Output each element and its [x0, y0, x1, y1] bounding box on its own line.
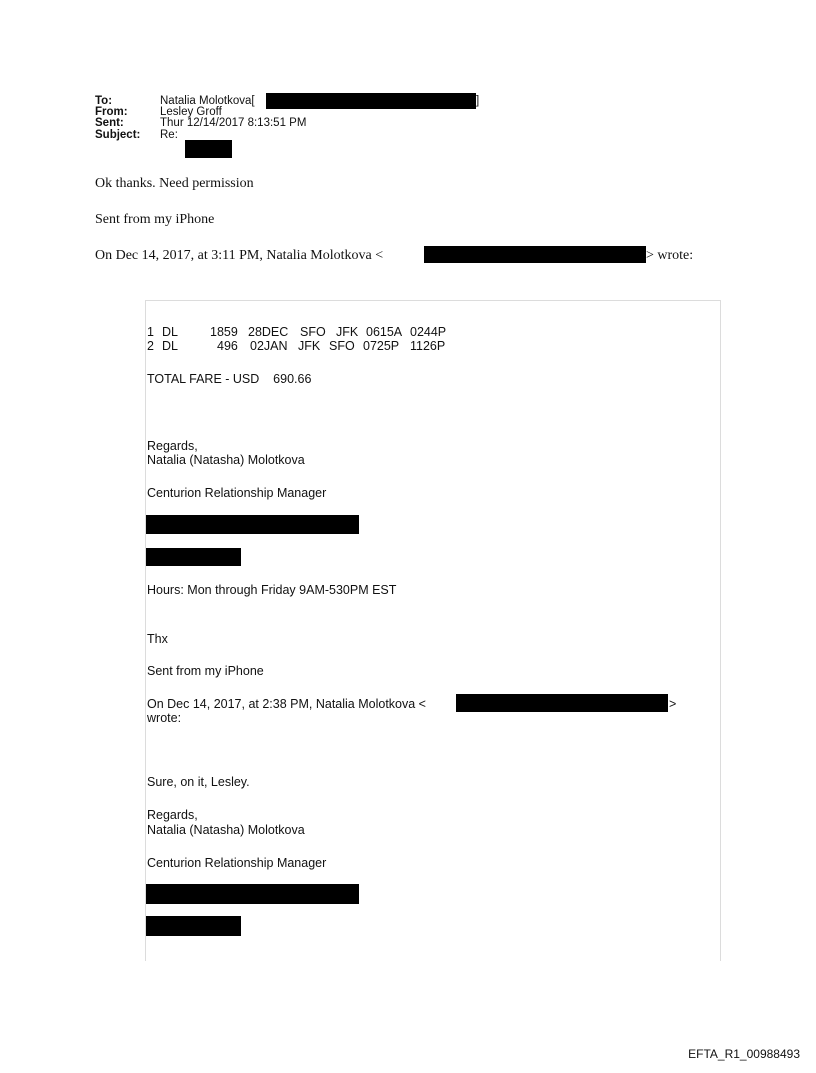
body-message: Ok thanks. Need permission	[95, 176, 254, 191]
segment-arrival: 1126P	[410, 339, 446, 353]
sent-value: Thur 12/14/2017 8:13:51 PM	[160, 117, 307, 129]
redaction-bar	[146, 916, 241, 936]
segment-number: 1	[147, 325, 154, 339]
segment-number: 2	[147, 339, 154, 353]
segment-origin: JFK	[298, 339, 321, 353]
to-close-bracket: ]	[476, 95, 480, 107]
redaction-bar	[146, 515, 359, 534]
segment-departure: 0615A	[366, 325, 403, 339]
segment-flight: 496	[217, 339, 238, 353]
quote-intro-suffix: > wrote:	[646, 248, 694, 263]
reply-text: Thx	[147, 632, 168, 646]
quote-intro-prefix: On Dec 14, 2017, at 3:11 PM, Natalia Molotkova <	[95, 248, 384, 263]
signature-title: Centurion Relationship Manager	[147, 856, 327, 870]
redaction-bar	[266, 93, 476, 109]
document-id: EFTA_R1_00988493	[688, 1047, 800, 1061]
redaction-bar	[456, 694, 668, 712]
segment-origin: SFO	[300, 325, 326, 339]
segment-destination: SFO	[329, 339, 355, 353]
quote-intro-2-suffix: >	[669, 697, 677, 711]
segment-airline: DL	[162, 325, 178, 339]
body-signature: Sent from my iPhone	[95, 212, 215, 227]
to-value: Natalia Molotkova[	[160, 95, 255, 107]
from-label: From:	[95, 106, 128, 118]
reply-signature: Sent from my iPhone	[147, 664, 264, 678]
signature-name: Natalia (Natasha) Molotkova	[147, 453, 305, 467]
redaction-bar	[424, 246, 646, 263]
segment-date: 02JAN	[250, 339, 288, 353]
signature-name: Natalia (Natasha) Molotkova	[147, 823, 305, 837]
sent-label: Sent:	[95, 117, 124, 129]
to-label: To:	[95, 95, 113, 107]
business-hours: Hours: Mon through Friday 9AM-530PM EST	[147, 583, 397, 597]
subject-label: Subject:	[95, 129, 141, 141]
subject-value: Re:	[160, 129, 178, 141]
segment-arrival: 0244P	[410, 325, 447, 339]
segment-flight: 1859	[210, 325, 238, 339]
segment-date: 28DEC	[248, 325, 289, 339]
redaction-bar	[185, 140, 232, 158]
segment-airline: DL	[162, 339, 178, 353]
regards-text: Regards,	[147, 808, 198, 822]
total-fare: TOTAL FARE - USD 690.66	[147, 372, 312, 386]
quoted-reply-text: Sure, on it, Lesley.	[147, 775, 250, 789]
regards-text: Regards,	[147, 439, 198, 453]
quote-intro-2-prefix: On Dec 14, 2017, at 2:38 PM, Natalia Molotkova <	[147, 697, 426, 711]
segment-destination: JFK	[336, 325, 359, 339]
segment-departure: 0725P	[363, 339, 400, 353]
signature-title: Centurion Relationship Manager	[147, 486, 327, 500]
redaction-bar	[146, 548, 241, 566]
quote-intro-2-wrote: wrote:	[147, 711, 182, 725]
from-value: Lesley Groff	[160, 106, 222, 118]
redaction-bar	[146, 884, 359, 904]
